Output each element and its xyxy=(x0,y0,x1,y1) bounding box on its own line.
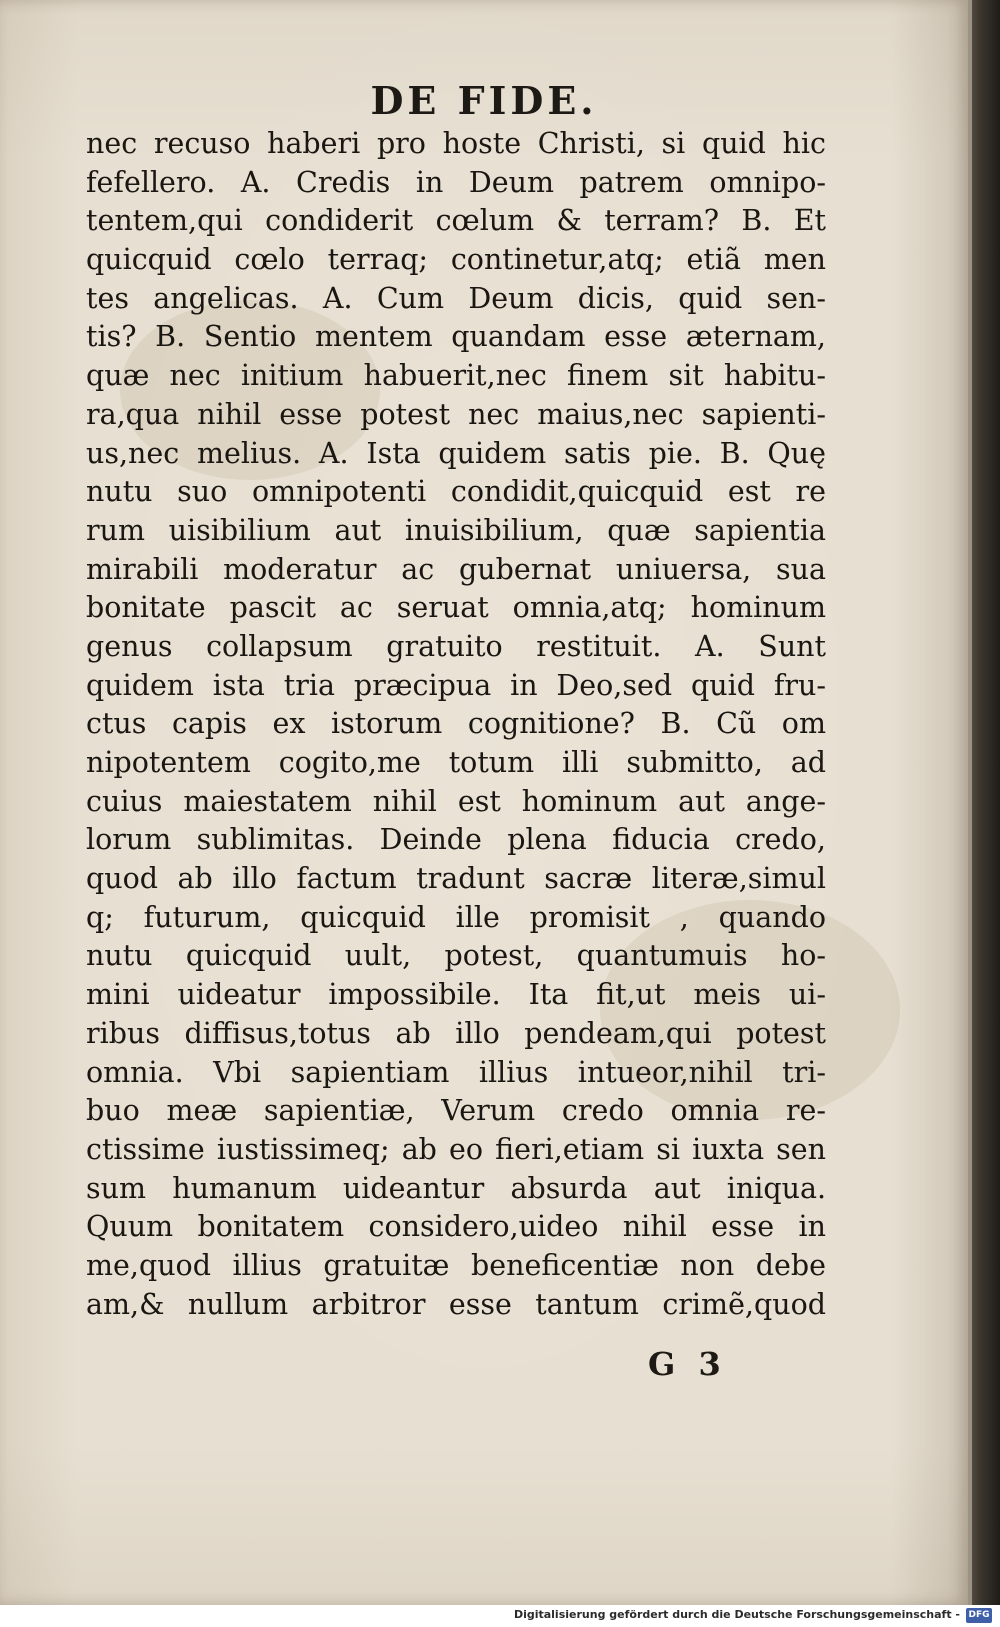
text-line: me,quod illius gratuitæ beneficentiæ non debe xyxy=(86,1248,826,1282)
text-line: ctissime iustissimeq; ab eo fieri,etiam si iuxta sen xyxy=(86,1132,826,1166)
text-line: omnia. Vbi sapientiam illius intueor,nihil tri- xyxy=(86,1055,826,1089)
signature-mark: G 3 xyxy=(648,1345,727,1383)
page-edge xyxy=(968,0,972,1605)
text-line: quod ab illo factum tradunt sacræ literæ,simul xyxy=(86,862,826,896)
text-line: nutu quicquid uult, potest, quantumuis ho- xyxy=(86,939,826,973)
body-text xyxy=(86,125,826,1324)
text-line: tentem,qui condiderit cœlum & terram? B. Et xyxy=(86,204,826,238)
text-line: buo meæ sapientiæ, Verum credo omnia re- xyxy=(86,1094,826,1128)
text-line: sum humanum uideantur absurda aut iniqua. xyxy=(86,1171,826,1205)
text-line: rum uisibilium aut inuisibilium, quæ sapientia xyxy=(86,513,826,547)
text-line: quæ nec initium habuerit,nec finem sit habitu- xyxy=(86,359,826,393)
text-line: tis? B. Sentio mentem quandam esse æternam, xyxy=(86,320,826,354)
text-line: ctus capis ex istorum cognitione? B. Cũ om xyxy=(86,707,826,741)
text-line: mini uideatur impossibile. Ita fit,ut meis ui- xyxy=(86,978,826,1012)
text-line: quidem ista tria præcipua in Deo,sed quid fru- xyxy=(86,668,826,702)
running-head: DE FIDE. xyxy=(370,78,598,123)
text-line: nutu suo omnipotenti condidit,quicquid est re xyxy=(86,475,826,509)
text-line: quicquid cœlo terraq; continetur,atq; etiã men xyxy=(86,243,826,277)
text-line: am,& nullum arbitror esse tantum crimẽ,quod xyxy=(86,1287,826,1321)
digitization-footer xyxy=(0,1605,1000,1627)
book-spine xyxy=(968,0,1000,1605)
text-line: nec recuso haberi pro hoste Christi, si quid hic xyxy=(86,127,826,160)
text-line: ribus diffisus,totus ab illo pendeam,qui potest xyxy=(86,1016,826,1050)
text-line: fefellero. A. Credis in Deum patrem omnipo- xyxy=(86,165,826,199)
funding-credit: Digitalisierung gefördert durch die Deutsche Forschungsgemeinschaft - xyxy=(513,1608,960,1621)
text-line: mirabili moderatur ac gubernat uniuersa, sua xyxy=(86,552,826,586)
text-line: cuius maiestatem nihil est hominum aut ange- xyxy=(86,784,826,818)
text-line: Quum bonitatem considero,uideo nihil esse in xyxy=(86,1210,826,1244)
text-line: tes angelicas. A. Cum Deum dicis, quid sen- xyxy=(86,281,826,315)
text-line: genus collapsum gratuito restituit. A. Sunt xyxy=(86,629,826,663)
dfg-logo-icon: DFG xyxy=(966,1608,992,1623)
text-line: bonitate pascit ac seruat omnia,atq; hominum xyxy=(86,591,826,625)
text-line: us,nec melius. A. Ista quidem satis pie. B. Quę xyxy=(86,436,826,470)
text-line: nipotentem cogito,me totum illi submitto, ad xyxy=(86,746,826,779)
text-line: ra,qua nihil esse potest nec maius,nec sapienti- xyxy=(86,397,826,431)
text-line: lorum sublimitas. Deinde plena fiducia credo, xyxy=(86,823,826,857)
text-line: q; futurum, quicquid ille promisit , quando xyxy=(86,900,826,934)
